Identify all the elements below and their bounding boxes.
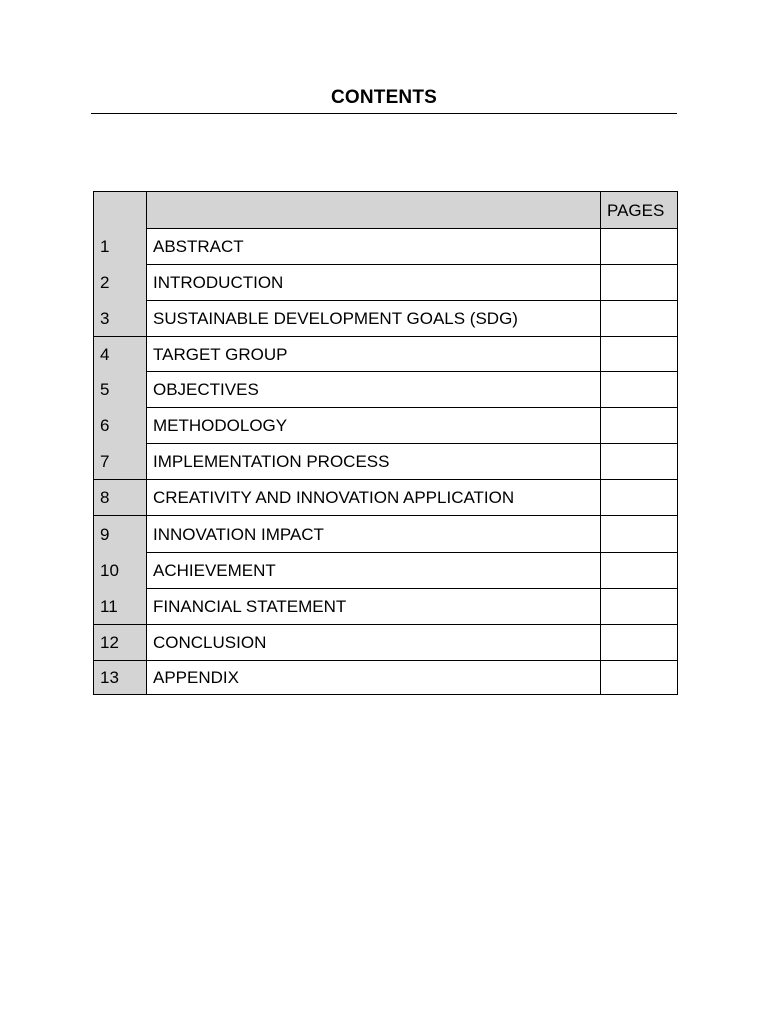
- section-title: ABSTRACT: [147, 229, 601, 265]
- section-number: 10: [94, 553, 147, 589]
- section-title: CONCLUSION: [147, 625, 601, 661]
- table-row: [94, 480, 678, 516]
- page-number-cell: [601, 301, 678, 337]
- table-row: [94, 408, 678, 444]
- section-number: 13: [94, 661, 147, 695]
- number-header-cell: [94, 192, 147, 229]
- table-row: [94, 265, 678, 301]
- section-number: 8: [94, 480, 147, 516]
- section-title: FINANCIAL STATEMENT: [147, 589, 601, 625]
- table-row: [94, 516, 678, 553]
- section-title: SUSTAINABLE DEVELOPMENT GOALS (SDG): [147, 301, 601, 337]
- table-row: [94, 589, 678, 625]
- pages-header: PAGES: [601, 192, 678, 229]
- table-row: [94, 553, 678, 589]
- section-number: 7: [94, 444, 147, 480]
- page-number-cell: [601, 589, 678, 625]
- section-number: 6: [94, 408, 147, 444]
- section-title: APPENDIX: [147, 661, 601, 695]
- table-row: [94, 229, 678, 265]
- page-number-cell: [601, 444, 678, 480]
- title-divider: [91, 113, 677, 114]
- contents-table: [93, 191, 678, 695]
- section-number: 5: [94, 372, 147, 408]
- section-number: 12: [94, 625, 147, 661]
- section-title: TARGET GROUP: [147, 337, 601, 372]
- section-title: ACHIEVEMENT: [147, 553, 601, 589]
- page-number-cell: [601, 625, 678, 661]
- section-number: 4: [94, 337, 147, 372]
- table-row: [94, 372, 678, 408]
- page-number-cell: [601, 516, 678, 553]
- page-number-cell: [601, 661, 678, 695]
- table-row: [94, 444, 678, 480]
- page-number-cell: [601, 265, 678, 301]
- page-number-cell: [601, 553, 678, 589]
- section-number: 3: [94, 301, 147, 337]
- section-title: IMPLEMENTATION PROCESS: [147, 444, 601, 480]
- section-title: OBJECTIVES: [147, 372, 601, 408]
- section-number: 9: [94, 516, 147, 553]
- section-title: INTRODUCTION: [147, 265, 601, 301]
- section-title: CREATIVITY AND INNOVATION APPLICATION: [147, 480, 601, 516]
- section-title: INNOVATION IMPACT: [147, 516, 601, 553]
- page-number-cell: [601, 408, 678, 444]
- table-row: [94, 661, 678, 695]
- table-row: [94, 625, 678, 661]
- section-number: 2: [94, 265, 147, 301]
- table-row: [94, 301, 678, 337]
- page-number-cell: [601, 372, 678, 408]
- page-number-cell: [601, 229, 678, 265]
- section-number: 1: [94, 229, 147, 265]
- table-row: [94, 337, 678, 372]
- page-number-cell: [601, 480, 678, 516]
- section-title: METHODOLOGY: [147, 408, 601, 444]
- table-header-row: [94, 192, 678, 229]
- title-header-cell: [147, 192, 601, 229]
- section-number: 11: [94, 589, 147, 625]
- page-number-cell: [601, 337, 678, 372]
- page-title: CONTENTS: [330, 87, 438, 108]
